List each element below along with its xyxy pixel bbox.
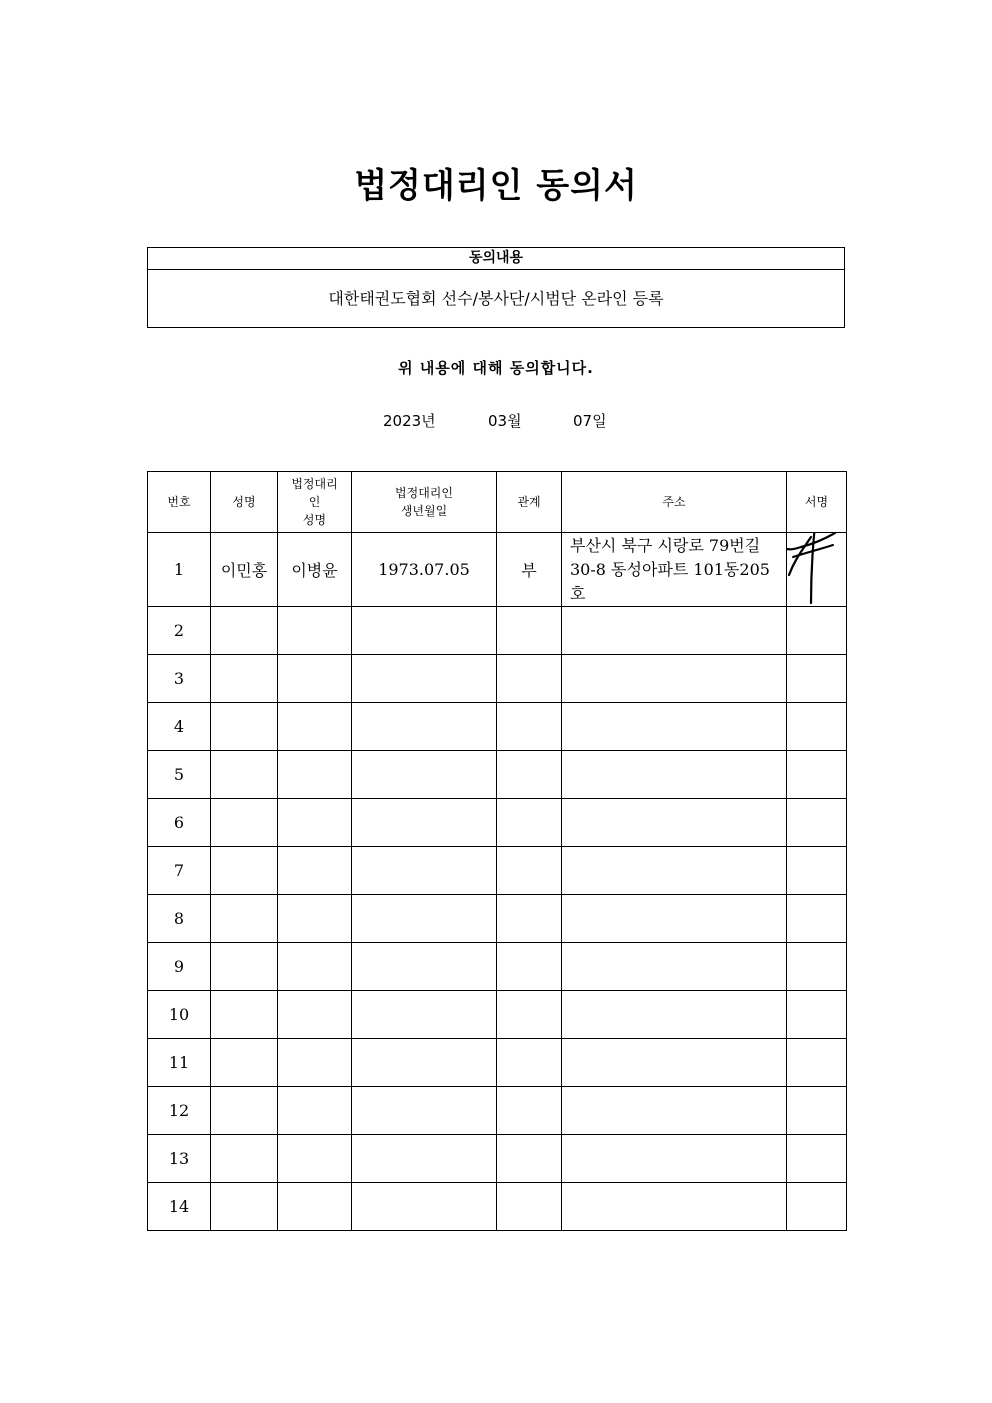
cell-name <box>211 991 278 1039</box>
cell-address <box>562 847 787 895</box>
header-guardian-birth <box>352 472 497 533</box>
cell-name <box>211 1135 278 1183</box>
cell-guardian-name: 이병윤 <box>278 533 352 607</box>
cell-name <box>211 1087 278 1135</box>
cell-no: 4 <box>148 703 211 751</box>
cell-guardian-name <box>278 751 352 799</box>
cell-guardian-name <box>278 799 352 847</box>
cell-relation <box>497 799 562 847</box>
header-relation: 관계 <box>497 472 562 533</box>
consent-header: 동의내용 <box>148 248 844 270</box>
cell-guardian-birth <box>352 943 497 991</box>
agreement-statement: 위 내용에 대해 동의합니다. <box>398 359 594 377</box>
table-row <box>148 943 847 991</box>
cell-guardian-name <box>278 1183 352 1231</box>
cell-guardian-birth <box>352 1135 497 1183</box>
cell-no: 13 <box>148 1135 211 1183</box>
header-no: 번호 <box>148 472 211 533</box>
header-signature: 서명 <box>787 472 847 533</box>
cell-guardian-birth <box>352 991 497 1039</box>
cell-name <box>211 607 278 655</box>
cell-address: 부산시 북구 시랑로 79번길 30-8 동성아파트 101동205호 <box>562 533 787 607</box>
cell-guardian-name <box>278 943 352 991</box>
cell-signature <box>787 1039 847 1087</box>
cell-no: 1 <box>148 533 211 607</box>
header-guardian-name <box>278 472 352 533</box>
cell-address <box>562 943 787 991</box>
cell-no: 10 <box>148 991 211 1039</box>
cell-no: 6 <box>148 799 211 847</box>
cell-guardian-birth <box>352 703 497 751</box>
cell-guardian-name <box>278 991 352 1039</box>
date-day: 07일 <box>573 412 607 430</box>
cell-name <box>211 799 278 847</box>
cell-address <box>562 1135 787 1183</box>
cell-no: 11 <box>148 1039 211 1087</box>
cell-name <box>211 655 278 703</box>
cell-signature <box>787 991 847 1039</box>
table-row <box>148 1135 847 1183</box>
cell-no: 2 <box>148 607 211 655</box>
cell-signature <box>787 703 847 751</box>
cell-signature <box>787 943 847 991</box>
handwritten-signature <box>787 533 847 607</box>
cell-name <box>211 847 278 895</box>
cell-no: 12 <box>148 1087 211 1135</box>
cell-signature <box>787 1183 847 1231</box>
cell-name <box>211 1183 278 1231</box>
cell-no: 8 <box>148 895 211 943</box>
cell-guardian-birth <box>352 1087 497 1135</box>
cell-guardian-name <box>278 607 352 655</box>
cell-relation <box>497 895 562 943</box>
cell-name <box>211 943 278 991</box>
cell-guardian-birth <box>352 1039 497 1087</box>
cell-name <box>211 1039 278 1087</box>
header-guardian-birth-line1: 법정대리인 <box>395 486 453 500</box>
cell-name <box>211 751 278 799</box>
cell-guardian-birth <box>352 895 497 943</box>
cell-address <box>562 991 787 1039</box>
cell-address <box>562 1039 787 1087</box>
cell-signature <box>787 799 847 847</box>
cell-guardian-name <box>278 1039 352 1087</box>
header-guardian-birth-line2: 생년월일 <box>400 504 448 518</box>
cell-no: 3 <box>148 655 211 703</box>
table-row <box>148 799 847 847</box>
cell-address <box>562 895 787 943</box>
cell-no: 7 <box>148 847 211 895</box>
cell-relation <box>497 703 562 751</box>
table-header-row <box>148 472 847 533</box>
cell-guardian-birth <box>352 847 497 895</box>
cell-address <box>562 1183 787 1231</box>
cell-signature <box>787 655 847 703</box>
cell-relation <box>497 607 562 655</box>
cell-address <box>562 1087 787 1135</box>
table-row <box>148 751 847 799</box>
cell-relation <box>497 1135 562 1183</box>
header-name: 성명 <box>211 472 278 533</box>
table-row <box>148 655 847 703</box>
cell-relation <box>497 751 562 799</box>
cell-signature <box>787 1087 847 1135</box>
cell-guardian-name <box>278 847 352 895</box>
cell-relation <box>497 1183 562 1231</box>
cell-guardian-birth <box>352 751 497 799</box>
cell-no: 9 <box>148 943 211 991</box>
consent-box <box>147 247 845 328</box>
date-year: 2023년 <box>383 412 436 430</box>
table-row <box>148 847 847 895</box>
cell-signature <box>787 1135 847 1183</box>
cell-name <box>211 703 278 751</box>
cell-guardian-name <box>278 1087 352 1135</box>
cell-name <box>211 895 278 943</box>
cell-guardian-name <box>278 703 352 751</box>
date-month: 03월 <box>488 412 522 430</box>
cell-signature <box>787 533 847 607</box>
table-row <box>148 607 847 655</box>
cell-relation <box>497 991 562 1039</box>
cell-guardian-name <box>278 895 352 943</box>
cell-guardian-birth <box>352 799 497 847</box>
table-row <box>148 703 847 751</box>
cell-address <box>562 655 787 703</box>
header-guardian-name-line3: 성명 <box>302 513 327 527</box>
cell-relation <box>497 1039 562 1087</box>
table-row <box>148 1039 847 1087</box>
cell-no: 14 <box>148 1183 211 1231</box>
table-row <box>148 895 847 943</box>
cell-no: 5 <box>148 751 211 799</box>
cell-signature <box>787 607 847 655</box>
registration-table <box>147 471 847 1231</box>
header-guardian-name-line2: 인 <box>308 495 321 509</box>
cell-guardian-name <box>278 655 352 703</box>
header-guardian-name-line1: 법정대리 <box>291 477 338 491</box>
cell-relation <box>497 847 562 895</box>
cell-address <box>562 799 787 847</box>
table-row <box>148 1087 847 1135</box>
table-row <box>148 533 847 607</box>
consent-body: 대한태권도협회 선수/봉사단/시범단 온라인 등록 <box>328 289 664 308</box>
cell-address <box>562 703 787 751</box>
table-row <box>148 991 847 1039</box>
cell-guardian-birth <box>352 1183 497 1231</box>
table-row <box>148 1183 847 1231</box>
cell-relation <box>497 1087 562 1135</box>
cell-guardian-birth <box>352 655 497 703</box>
cell-guardian-birth <box>352 607 497 655</box>
cell-guardian-name <box>278 1135 352 1183</box>
document-title: 법정대리인 동의서 <box>354 166 638 206</box>
date-line <box>383 410 607 431</box>
cell-address <box>562 607 787 655</box>
cell-name: 이민홍 <box>211 533 278 607</box>
cell-signature <box>787 895 847 943</box>
cell-signature <box>787 751 847 799</box>
cell-guardian-birth: 1973.07.05 <box>352 533 497 607</box>
cell-relation: 부 <box>497 533 562 607</box>
cell-relation <box>497 943 562 991</box>
cell-signature <box>787 847 847 895</box>
cell-address <box>562 751 787 799</box>
cell-relation <box>497 655 562 703</box>
header-address: 주소 <box>562 472 787 533</box>
